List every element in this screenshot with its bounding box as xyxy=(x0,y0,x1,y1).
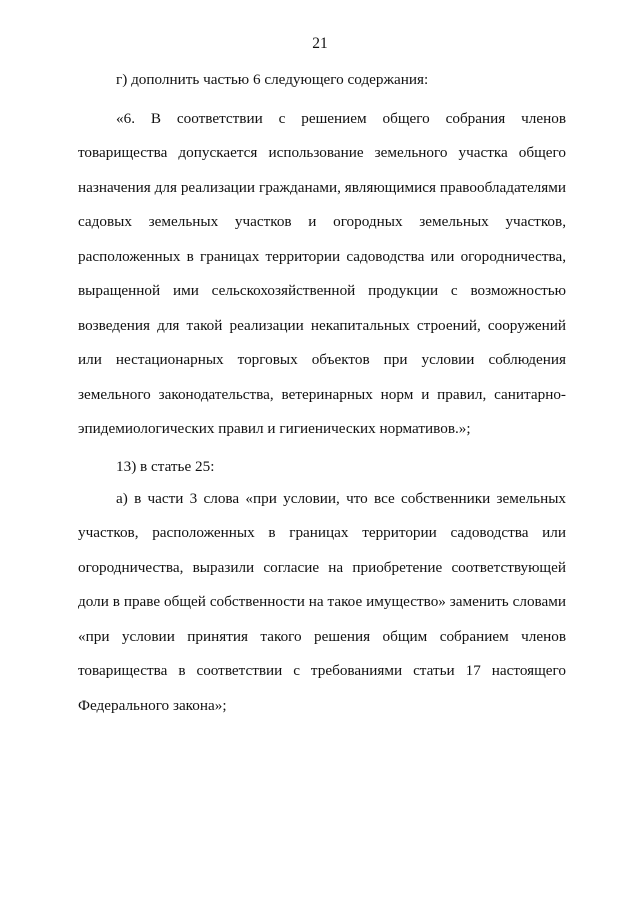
text-line: товарищества в соответствии с требованиями статьи 17 настоящего xyxy=(78,662,566,679)
text-line: 13) в статье 25: xyxy=(116,458,215,475)
text-line: выращенной ими сельскохозяйственной продукции с возможностью xyxy=(78,282,566,299)
text-line: участков, расположенных в границах территории садоводства или xyxy=(78,524,566,541)
text-line: садовых земельных участков и огородных земельных участков, xyxy=(78,213,566,230)
text-line: или нестационарных торговых объектов при условии соблюдения xyxy=(78,351,566,368)
text-line: «6. В соответствии с решением общего собрания членов xyxy=(116,110,566,127)
text-line: г) дополнить частью 6 следующего содержания: xyxy=(116,71,429,88)
text-line: «при условии принятия такого решения общим собранием членов xyxy=(78,628,566,645)
text-line: земельного законодательства, ветеринарных норм и правил, санитарно- xyxy=(78,386,566,403)
page-number: 21 xyxy=(312,35,328,52)
text-line: огородничества, выразили согласие на приобретение соответствующей xyxy=(78,559,566,576)
text-line: Федерального закона»; xyxy=(78,697,227,714)
text-line: возведения для такой реализации некапитальных строений, сооружений xyxy=(78,317,566,334)
text-line: назначения для реализации гражданами, являющимися правообладателями xyxy=(78,179,566,196)
text-line: а) в части 3 слова «при условии, что все собственники земельных xyxy=(116,490,566,507)
text-line: эпидемиологических правил и гигиенических нормативов.»; xyxy=(78,420,471,437)
text-line: товарищества допускается использование земельного участка общего xyxy=(78,144,566,161)
text-line: расположенных в границах территории садоводства или огородничества, xyxy=(78,248,566,265)
text-line: доли в праве общей собственности на такое имущество» заменить словами xyxy=(78,593,566,610)
